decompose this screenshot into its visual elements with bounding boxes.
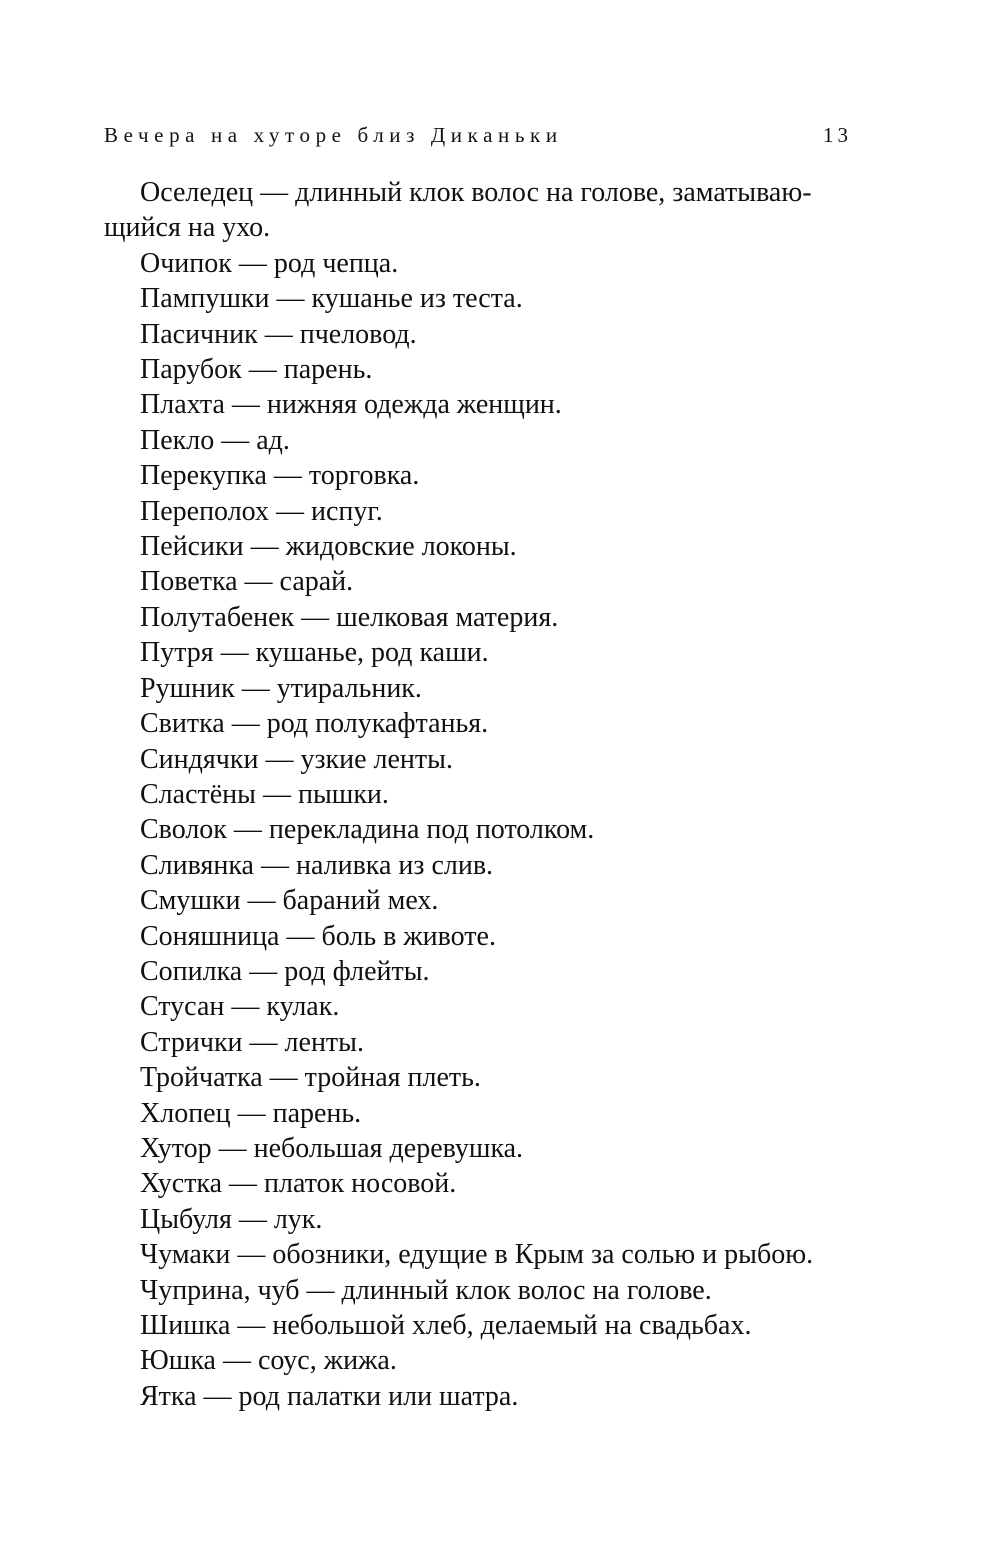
- glossary-entry: Путря — кушанье, род каши.: [140, 637, 489, 669]
- glossary-entry: Сластёны — пышки.: [140, 778, 389, 810]
- glossary-entry: Хустка — платок носовой.: [140, 1168, 457, 1200]
- glossary-entry: Поветка — сарай.: [140, 566, 354, 598]
- glossary-entry: Рушник — утиральник.: [140, 672, 422, 704]
- glossary-entry: Пейсики — жидовские локоны.: [140, 531, 517, 563]
- glossary-entry: Сопилка — род флейты.: [140, 955, 430, 987]
- glossary-entry: Сливянка — наливка из слив.: [140, 849, 494, 881]
- glossary-entry: Синдячки — узкие ленты.: [140, 743, 453, 775]
- glossary-entry: Ятка — род палатки или шатра.: [140, 1380, 519, 1412]
- glossary-entry: Чумаки — обозники, едущие в Крым за солью и рыбою.: [140, 1239, 814, 1271]
- glossary-entry: Хутор — небольшая деревушка.: [140, 1132, 524, 1164]
- glossary-entry: Стрички — ленты.: [140, 1026, 364, 1058]
- glossary-entry: Смушки — бараний мех.: [140, 885, 439, 917]
- glossary-entry: Полутабенек — шелковая материя.: [140, 601, 559, 633]
- glossary-entry: Переполох — испуг.: [140, 495, 383, 527]
- glossary-entry: Свитка — род полукафтанья.: [140, 708, 489, 740]
- glossary-entry: Тройчатка — тройная плеть.: [140, 1062, 481, 1094]
- glossary-entry: Оселедец — длинный клок волос на голове, заматываю-: [140, 177, 812, 208]
- glossary-list: [104, 175, 864, 1414]
- glossary-entry: Цыбуля — лук.: [140, 1203, 323, 1235]
- glossary-entry: Сволок — перекладина под потолком.: [140, 814, 595, 846]
- glossary-entry: Парубок — парень.: [140, 354, 373, 386]
- glossary-entry: Стусан — кулак.: [140, 991, 340, 1023]
- glossary-entry: Юшка — соус, жижа.: [140, 1345, 397, 1377]
- glossary-entry: Пампушки — кушанье из теста.: [140, 283, 523, 315]
- glossary-entry: Шишка — небольшой хлеб, делаемый на свадьбах.: [140, 1310, 752, 1341]
- glossary-entry: Очипок — род чепца.: [140, 247, 399, 279]
- page-number: 13: [823, 123, 852, 147]
- glossary-entry: Соняшница — боль в животе.: [140, 920, 496, 952]
- running-title: Вечера на хуторе близ Диканьки: [104, 123, 563, 147]
- glossary-entry: Пекло — ад.: [140, 424, 290, 456]
- running-head: [104, 118, 852, 152]
- glossary-entry-continuation: щийся на ухо.: [104, 212, 271, 244]
- glossary-entry: Чуприна, чуб — длинный клок волос на голове.: [140, 1274, 712, 1306]
- glossary-entry: Пасичник — пчеловод.: [140, 318, 417, 350]
- glossary-entry: Перекупка — торговка.: [140, 460, 420, 492]
- glossary-entry: Хлопец — парень.: [140, 1097, 362, 1129]
- glossary-entry: Плахта — нижняя одежда женщин.: [140, 389, 562, 421]
